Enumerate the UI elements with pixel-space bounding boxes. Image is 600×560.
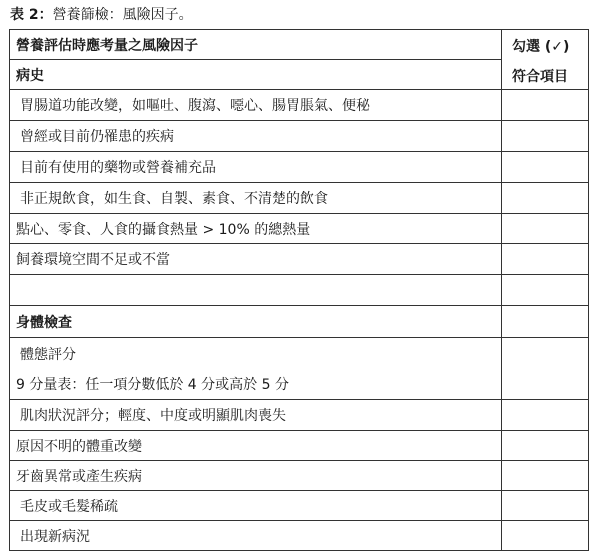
row-label: 毛皮或毛髮稀疏	[20, 498, 118, 515]
row-label: 飼養環境空間不足或不當	[16, 252, 170, 268]
table-row	[10, 121, 588, 152]
table-row-empty	[10, 275, 588, 306]
check-cell[interactable]	[502, 152, 588, 182]
check-cell[interactable]	[502, 338, 588, 399]
section-physical-text: 身體檢查	[16, 314, 72, 331]
caption-text: 營養篩檢：風險因子。	[52, 7, 193, 23]
row-label: 點心、零食、人食的攝食熱量 > 10% 的總熱量	[16, 221, 311, 238]
row-label: 牙齒異常或產生疾病	[16, 468, 142, 485]
table-row	[10, 214, 588, 244]
check-cell[interactable]	[502, 521, 588, 550]
check-cell[interactable]	[502, 214, 588, 243]
section-history-text: 病史	[16, 67, 44, 84]
check-cell	[502, 306, 588, 337]
section-header-history	[10, 60, 502, 90]
header-title-text: 營養評估時應考量之風險因子	[16, 37, 198, 54]
table-row	[10, 431, 588, 461]
check-cell[interactable]	[502, 275, 588, 305]
risk-factor-table	[9, 29, 589, 551]
row-label: 體態評分	[20, 347, 76, 363]
check-cell[interactable]	[502, 400, 588, 430]
table-row	[10, 400, 588, 431]
check-header-line2: 符合項目	[512, 69, 568, 85]
row-label: 肌肉狀況評分；輕度、中度或明顯肌肉喪失	[20, 408, 286, 424]
table-row	[10, 491, 588, 521]
check-cell[interactable]	[502, 121, 588, 151]
table-row	[10, 521, 588, 550]
table-row	[10, 461, 588, 491]
check-cell[interactable]	[502, 183, 588, 213]
row-label: 曾經或目前仍罹患的疾病	[20, 129, 174, 145]
section-header-physical	[10, 306, 588, 338]
row-label: 非正規飲食，如生食、自製、素食、不清楚的飲食	[20, 191, 328, 207]
table-row	[10, 90, 588, 121]
table-row	[10, 338, 588, 400]
table-row	[10, 183, 588, 214]
row-label: 出現新病況	[20, 528, 90, 545]
check-header-line1: 勾選 (✓)	[512, 39, 570, 55]
caption-label: 表 2：	[10, 7, 53, 23]
table-row	[10, 244, 588, 275]
check-cell[interactable]	[502, 461, 588, 490]
checkbox-column-header	[502, 30, 588, 90]
table-header-title	[10, 30, 502, 60]
row-label-detail: 9 分量表：任一項分數低於 4 分或高於 5 分	[16, 377, 289, 393]
table-row	[10, 152, 588, 183]
table-caption	[10, 6, 193, 24]
check-cell[interactable]	[502, 90, 588, 120]
check-cell[interactable]	[502, 491, 588, 520]
row-label: 目前有使用的藥物或營養補充品	[20, 160, 216, 176]
check-cell[interactable]	[502, 431, 588, 460]
row-label: 原因不明的體重改變	[16, 438, 142, 455]
check-cell[interactable]	[502, 244, 588, 274]
row-label: 胃腸道功能改變，如嘔吐、腹瀉、噁心、腸胃脹氣、便秘	[20, 98, 370, 114]
